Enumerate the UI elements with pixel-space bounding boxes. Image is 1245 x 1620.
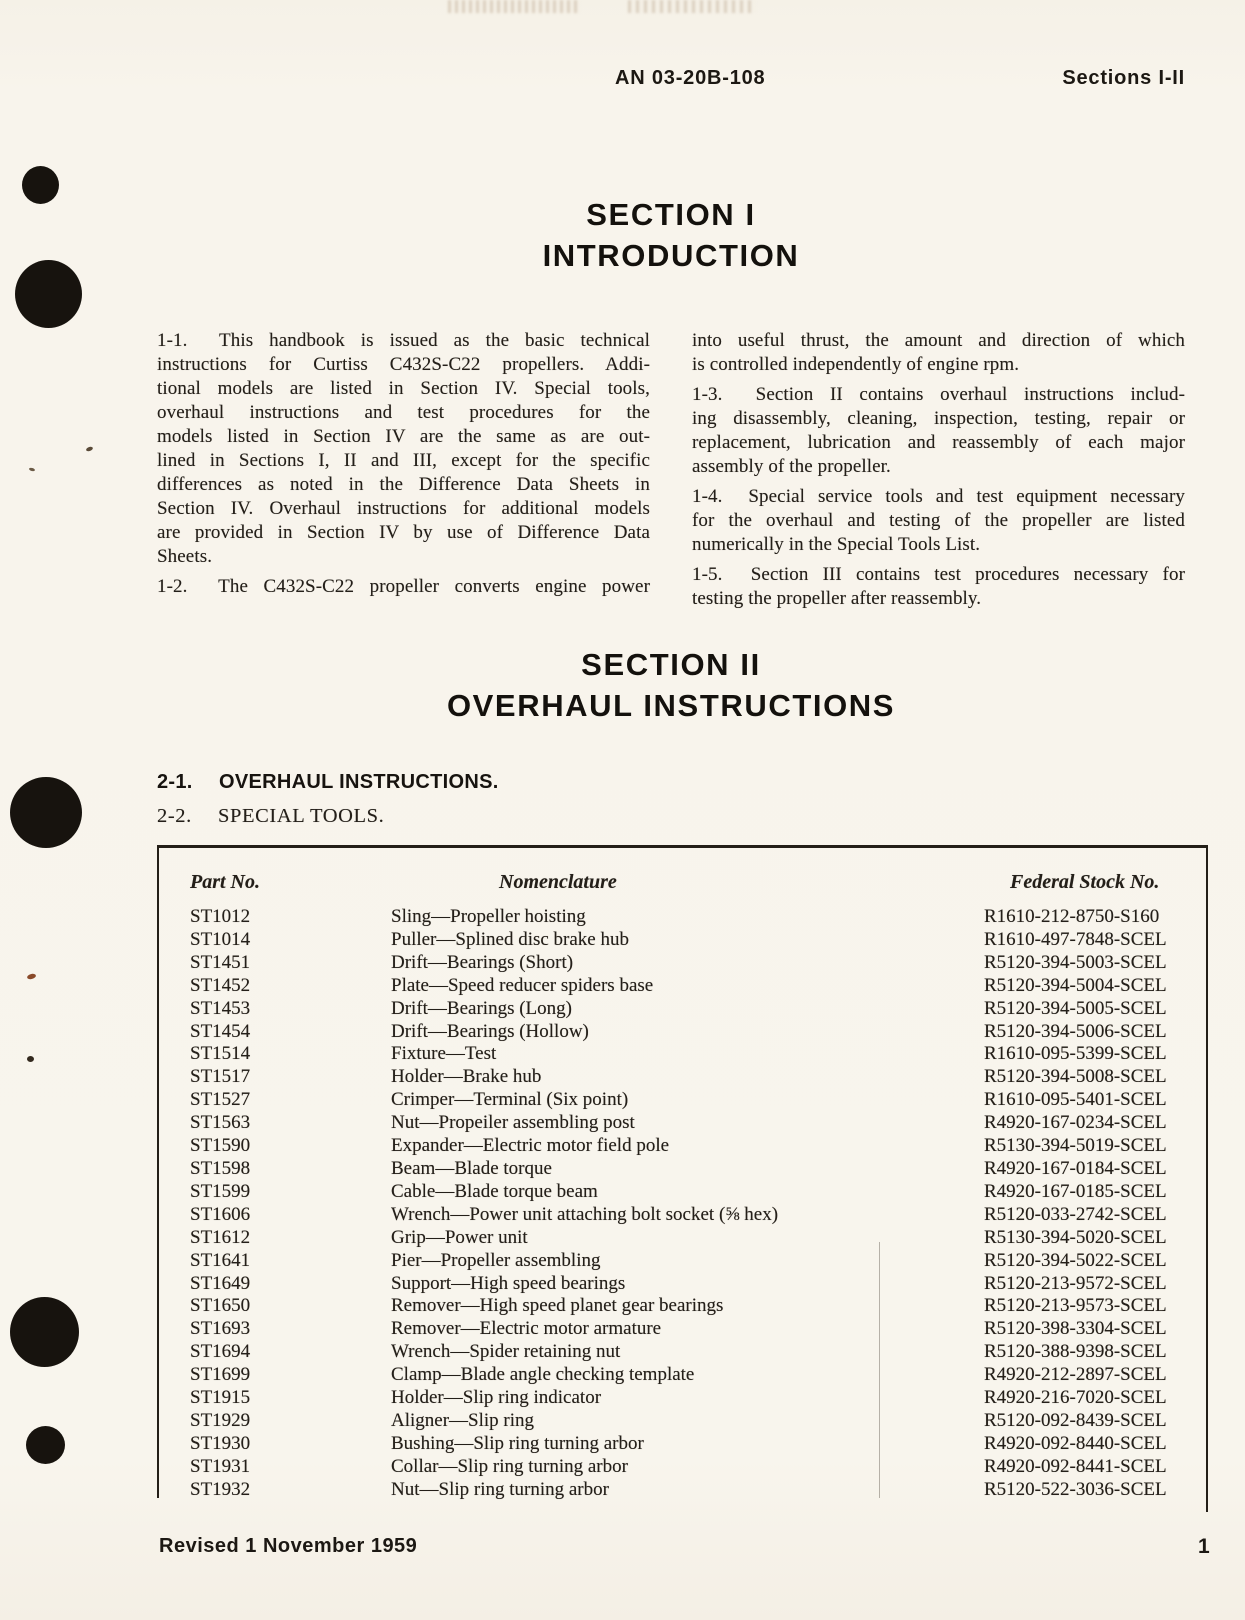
text-line: lined in Sections I, II and III, except for the specific [157,450,650,471]
text-line: Section IV. Overhaul instructions for additional models [157,498,650,519]
part-no-cell: ST1014 [190,928,251,950]
table-row [157,1112,1208,1135]
stock-no-cell: R5120-394-5003-SCEL [984,951,1167,973]
table-row [157,1410,1208,1433]
stock-no-cell: R4920-167-0185-SCEL [984,1180,1167,1202]
bleedthrough-smudge [628,0,756,13]
part-no-cell: ST1599 [190,1180,251,1202]
part-no-cell: ST1563 [190,1112,251,1134]
table-row [157,1433,1208,1456]
stock-no-cell: R1610-497-7848-SCEL [984,928,1167,950]
paragraph-2-2-text: SPECIAL TOOLS. [218,805,385,827]
table-top-border [157,845,1208,848]
text-line: for the overhaul and testing of the propeller are listed [692,510,1185,531]
text-line: are provided in Section IV by use of Difference Data [157,522,650,543]
part-no-cell: ST1451 [190,951,251,973]
stock-no-cell: R5120-092-8439-SCEL [984,1409,1167,1431]
part-no-cell: ST1694 [190,1341,251,1363]
stock-no-cell: R5120-394-5004-SCEL [984,974,1167,996]
table-row [157,1250,1208,1273]
paragraph-2-2 [157,805,384,828]
table-row [157,1341,1208,1364]
table-row [157,1295,1208,1318]
nomenclature-cell: Expander—Electric motor field pole [391,1135,670,1157]
page-number: 1 [1198,1535,1210,1558]
text-line: ing disassembly, cleaning, inspection, testing, repair or [692,408,1185,429]
nomenclature-cell: Puller—Splined disc brake hub [391,928,629,950]
nomenclature-cell: Wrench—Spider retaining nut [391,1341,621,1363]
nomenclature-cell: Support—High speed bearings [391,1272,626,1294]
stock-no-cell: R5120-398-3304-SCEL [984,1318,1167,1340]
table-row [157,952,1208,975]
text-line: replacement, lubrication and reassembly of each major [692,432,1185,453]
punch-hole [10,777,82,848]
table-row [157,1181,1208,1204]
part-no-cell: ST1527 [190,1089,251,1111]
punch-hole [15,260,82,328]
part-no-header: Part No. [190,871,260,893]
section2-heading [157,644,1185,726]
nomenclature-cell: Collar—Slip ring turning arbor [391,1455,628,1477]
nomenclature-cell: Holder—Slip ring indicator [391,1387,602,1409]
section2-subtitle: OVERHAUL INSTRUCTIONS [446,688,896,723]
stock-no-cell: R4920-216-7020-SCEL [984,1387,1167,1409]
nomenclature-cell: Bushing—Slip ring turning arbor [391,1432,644,1454]
paragraph-2-1 [157,771,499,794]
nomenclature-cell: Plate—Speed reducer spiders base [391,974,654,996]
stock-no-cell: R4920-092-8441-SCEL [984,1455,1167,1477]
text-line: assembly of the propeller. [692,456,891,477]
stock-no-cell: R4920-212-2897-SCEL [984,1364,1167,1386]
paragraph-1-3 [692,383,1185,479]
part-no-cell: ST1699 [190,1364,251,1386]
table-row [157,1364,1208,1387]
table-row [157,1158,1208,1181]
nomenclature-cell: Nut—Propeiler assembling post [391,1112,635,1134]
nomenclature-cell: Pier—Propeller assembling [391,1249,601,1271]
text-line: 1-1. This handbook is issued as the basic technical [157,330,650,351]
intro-right-column [692,329,1185,617]
part-no-cell: ST1454 [190,1020,251,1042]
table-row [157,1204,1208,1227]
part-no-cell: ST1641 [190,1249,251,1271]
table-row [157,975,1208,998]
text-line: 1-3. Section II contains overhaul instructions includ- [692,384,1185,405]
stock-no-cell: R5120-394-5022-SCEL [984,1249,1167,1271]
text-line: Sheets. [157,546,213,567]
punch-hole [26,1426,65,1464]
part-no-cell: ST1517 [190,1066,251,1088]
nomenclature-cell: Drift—Bearings (Long) [391,997,572,1019]
section1-title: SECTION I [586,197,756,232]
nomenclature-cell: Nut—Slip ring turning arbor [391,1478,609,1500]
part-no-cell: ST1606 [190,1203,251,1225]
nomenclature-header: Nomenclature [499,871,617,893]
section2-title: SECTION II [581,647,761,682]
stock-no-cell: R5120-394-5006-SCEL [984,1020,1167,1042]
part-no-cell: ST1931 [190,1455,251,1477]
text-line: models listed in Section IV are the same as are out- [157,426,650,447]
table-row [157,1135,1208,1158]
table-row [157,1479,1208,1502]
table-row [157,1227,1208,1250]
table-row [157,1066,1208,1089]
stock-no-cell: R5120-388-9398-SCEL [984,1341,1167,1363]
part-no-cell: ST1514 [190,1043,251,1065]
paragraph-1-2 [157,575,650,599]
paragraph-1-5 [692,563,1185,611]
text-line: 1-4. Special service tools and test equipment necessary [692,486,1185,507]
table-body [157,906,1208,1502]
ink-speck [86,446,94,452]
nomenclature-cell: Sling—Propeller hoisting [391,906,586,927]
stock-no-cell: R4920-167-0234-SCEL [984,1112,1167,1134]
header-sections-label: Sections I-II [1062,67,1185,89]
part-no-cell: ST1598 [190,1157,251,1179]
stock-no-cell: R4920-167-0184-SCEL [984,1157,1167,1179]
ink-speck [29,467,36,471]
part-no-cell: ST1590 [190,1135,251,1157]
nomenclature-cell: Cable—Blade torque beam [391,1180,598,1202]
stock-no-cell: R5120-033-2742-SCEL [984,1203,1167,1225]
table-row [157,1021,1208,1044]
part-no-cell: ST1930 [190,1432,251,1454]
ink-speck [27,1056,34,1062]
special-tools-table [157,845,1208,1517]
stock-no-cell: R5130-394-5019-SCEL [984,1135,1167,1157]
text-line: numerically in the Special Tools List. [692,534,981,555]
stock-no-cell: R1610-212-8750-S160 [984,906,1160,927]
revision-date: Revised 1 November 1959 [159,1535,418,1557]
nomenclature-cell: Beam—Blade torque [391,1157,552,1179]
nomenclature-cell: Holder—Brake hub [391,1066,542,1088]
table-row [157,906,1208,929]
stock-no-cell: R5120-394-5008-SCEL [984,1066,1167,1088]
section1-subtitle: INTRODUCTION [542,238,800,273]
nomenclature-cell: Remover—Electric motor armature [391,1318,662,1340]
introduction-text [157,329,1185,617]
stock-no-cell: R5120-522-3036-SCEL [984,1478,1167,1500]
part-no-cell: ST1693 [190,1318,251,1340]
part-no-cell: ST1650 [190,1295,251,1317]
table-row [157,998,1208,1021]
stock-no-cell: R5130-394-5020-SCEL [984,1226,1167,1248]
ink-speck [27,973,37,980]
nomenclature-cell: Crimper—Terminal (Six point) [391,1089,629,1111]
doc-number: AN 03-20B-108 [615,67,766,89]
text-line: differences as noted in the Difference Data Sheets in [157,474,650,495]
nomenclature-cell: Grip—Power unit [391,1226,528,1248]
part-no-cell: ST1453 [190,997,251,1019]
part-no-cell: ST1649 [190,1272,251,1294]
text-line: into useful thrust, the amount and direction of which [692,330,1185,351]
stock-no-cell: R5120-394-5005-SCEL [984,997,1167,1019]
nomenclature-cell: Clamp—Blade angle checking template [391,1364,695,1386]
text-line: instructions for Curtiss C432S-C22 propellers. Addi- [157,354,650,375]
part-no-cell: ST1932 [190,1478,251,1500]
punch-hole [10,1297,79,1367]
text-line: is controlled independently of engine rpm. [692,354,1020,375]
nomenclature-cell: Aligner—Slip ring [391,1409,535,1431]
nomenclature-cell: Fixture—Test [391,1043,497,1065]
table-row [157,1456,1208,1479]
table-row [157,1043,1208,1066]
part-no-cell: ST1012 [190,906,251,927]
part-no-cell: ST1915 [190,1387,251,1409]
table-row [157,1273,1208,1296]
text-line: testing the propeller after reassembly. [692,588,982,609]
stock-no-cell: R5120-213-9573-SCEL [984,1295,1167,1317]
punch-hole [22,166,59,204]
table-row [157,1089,1208,1112]
paragraph-1-4 [692,485,1185,557]
nomenclature-cell: Remover—High speed planet gear bearings [391,1295,724,1317]
text-line: overhaul instructions and test procedures for the [157,402,650,423]
intro-left-column [157,329,650,617]
table-row [157,929,1208,952]
table-row [157,1318,1208,1341]
section1-heading [157,194,1185,276]
stock-no-cell: R5120-213-9572-SCEL [984,1272,1167,1294]
paragraph-number: 2-2. [157,805,192,827]
stock-no-cell: R4920-092-8440-SCEL [984,1432,1167,1454]
paragraph-2-1-text: OVERHAUL INSTRUCTIONS. [219,771,499,793]
text-line: 1-2. The C432S-C22 propeller converts engine power [157,576,650,597]
part-no-cell: ST1452 [190,974,251,996]
nomenclature-cell: Drift—Bearings (Short) [391,951,574,973]
stock-no-cell: R1610-095-5399-SCEL [984,1043,1167,1065]
text-line: 1-5. Section III contains test procedures necessary for [692,564,1185,585]
nomenclature-cell: Wrench—Power unit attaching bolt socket (⅝ hex) [391,1203,779,1225]
part-no-cell: ST1612 [190,1226,251,1248]
paragraph-number: 2-1. [157,771,193,793]
paragraph-1-1 [157,329,650,569]
nomenclature-cell: Drift—Bearings (Hollow) [391,1020,589,1042]
table-header-row [157,871,1208,894]
paragraph-1-2-continued [692,329,1185,377]
stock-no-cell: R1610-095-5401-SCEL [984,1089,1167,1111]
text-line: tional models are listed in Section IV. Special tools, [157,378,650,399]
federal-stock-no-header: Federal Stock No. [1010,871,1160,893]
part-no-cell: ST1929 [190,1409,251,1431]
bleedthrough-smudge [448,0,580,13]
table-row [157,1387,1208,1410]
